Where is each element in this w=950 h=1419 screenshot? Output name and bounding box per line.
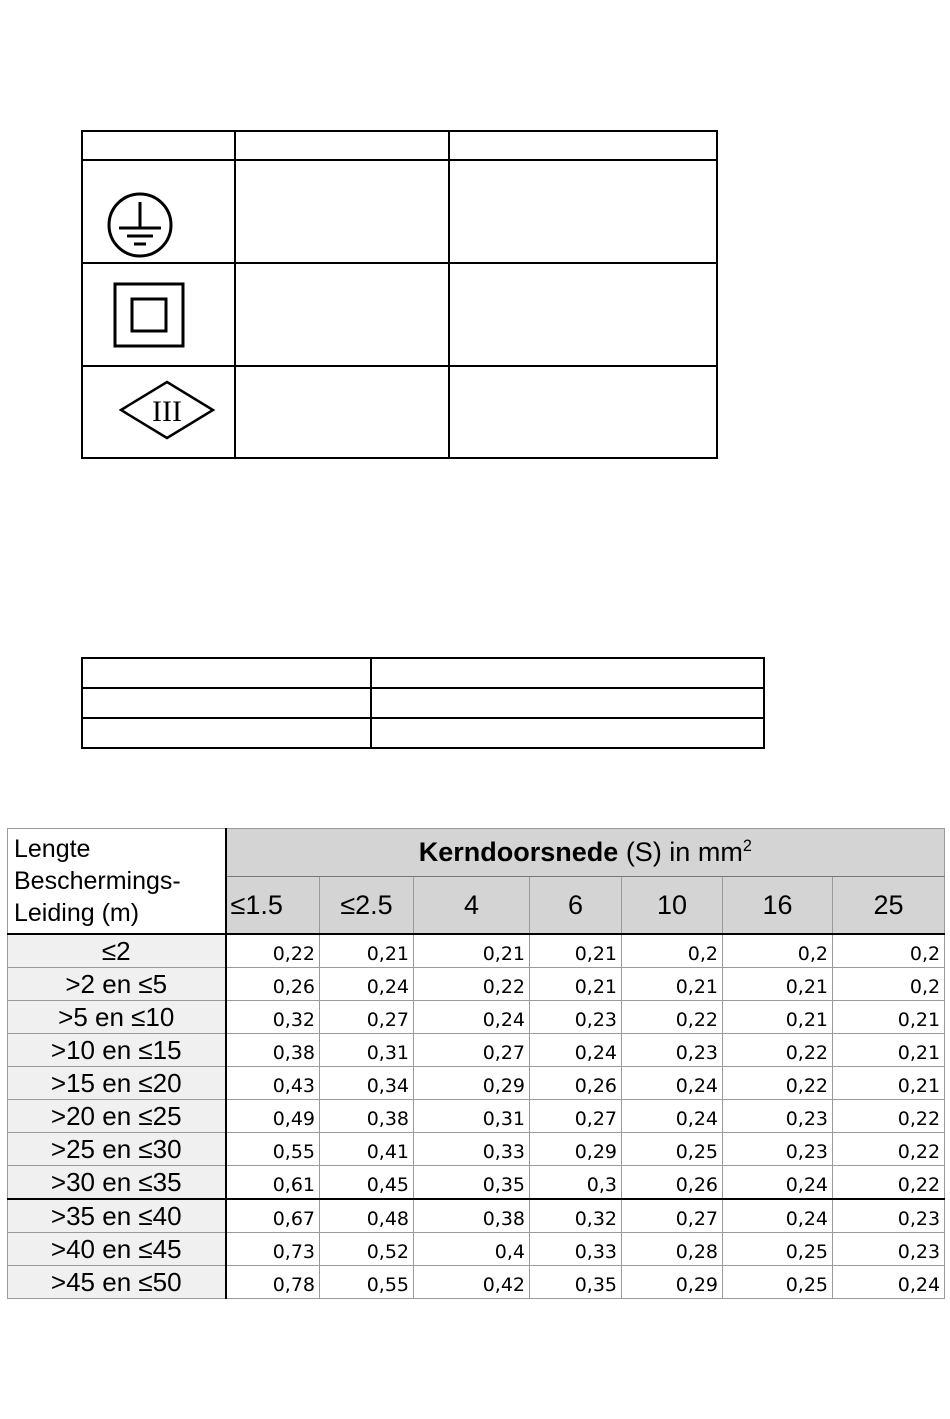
resistance-value-cell: 0,29 xyxy=(530,1133,622,1166)
table-cell xyxy=(235,160,449,263)
length-range-label: >25 en ≤30 xyxy=(8,1133,226,1166)
resistance-value-cell: 0,27 xyxy=(320,1001,414,1034)
table-cell xyxy=(82,263,235,366)
resistance-value-cell: 0,67 xyxy=(226,1199,320,1233)
resistance-value-cell: 0,21 xyxy=(723,1001,833,1034)
resistance-value-cell: 0,21 xyxy=(833,1067,945,1100)
resistance-value-cell: 0,23 xyxy=(833,1199,945,1233)
resistance-value-cell: 0,23 xyxy=(833,1233,945,1266)
empty-table xyxy=(81,657,765,749)
resistance-value-cell: 0,23 xyxy=(622,1034,723,1067)
table-cell xyxy=(235,366,449,458)
length-header-line: Beschermings- xyxy=(14,867,181,895)
resistance-value-cell: 0,21 xyxy=(833,1034,945,1067)
table-row xyxy=(8,1233,945,1266)
resistance-value-cell: 0,31 xyxy=(414,1100,530,1133)
resistance-value-cell: 0,45 xyxy=(320,1166,414,1200)
resistance-value-cell: 0,38 xyxy=(226,1034,320,1067)
resistance-value-cell: 0,32 xyxy=(530,1199,622,1233)
table-cell xyxy=(82,131,235,160)
resistance-value-cell: 0,21 xyxy=(833,1001,945,1034)
resistance-value-cell: 0,33 xyxy=(414,1133,530,1166)
resistance-value-cell: 0,28 xyxy=(622,1233,723,1266)
cross-section-unit: (S) in mm xyxy=(618,837,743,868)
table-cell xyxy=(235,131,449,160)
resistance-value-cell: 0,22 xyxy=(226,934,320,968)
table-cell xyxy=(235,263,449,366)
double-insulation-icon xyxy=(113,282,185,348)
length-range-label: >35 en ≤40 xyxy=(8,1199,226,1233)
resistance-value-cell: 0,78 xyxy=(226,1266,320,1299)
length-range-label: >20 en ≤25 xyxy=(8,1100,226,1133)
resistance-value-cell: 0,3 xyxy=(530,1166,622,1200)
table-row xyxy=(8,1166,945,1200)
table-row xyxy=(8,1001,945,1034)
resistance-value-cell: 0,55 xyxy=(226,1133,320,1166)
resistance-value-cell: 0,21 xyxy=(530,968,622,1001)
table-cell xyxy=(82,366,235,458)
resistance-value-cell: 0,38 xyxy=(320,1100,414,1133)
resistance-value-cell: 0,23 xyxy=(723,1133,833,1166)
resistance-value-cell: 0,49 xyxy=(226,1100,320,1133)
resistance-value-cell: 0,43 xyxy=(226,1067,320,1100)
resistance-value-cell: 0,22 xyxy=(723,1034,833,1067)
class-three-icon xyxy=(117,380,217,440)
resistance-value-cell: 0,29 xyxy=(622,1266,723,1299)
resistance-value-cell: 0,35 xyxy=(530,1266,622,1299)
resistance-value-cell: 0,21 xyxy=(622,968,723,1001)
resistance-value-cell: 0,22 xyxy=(723,1067,833,1100)
cross-section-size-header: 16 xyxy=(723,877,833,934)
table-cell xyxy=(82,688,371,718)
resistance-value-cell: 0,24 xyxy=(622,1100,723,1133)
table-cell xyxy=(82,718,371,748)
resistance-value-cell: 0,27 xyxy=(414,1034,530,1067)
table-cell xyxy=(82,658,371,688)
table-cell xyxy=(371,718,764,748)
resistance-value-cell: 0,24 xyxy=(414,1001,530,1034)
resistance-value-cell: 0,22 xyxy=(833,1133,945,1166)
table-row xyxy=(8,1067,945,1100)
table-row xyxy=(82,263,717,366)
resistance-value-cell: 0,25 xyxy=(622,1133,723,1166)
resistance-value-cell: 0,24 xyxy=(833,1266,945,1299)
resistance-value-cell: 0,2 xyxy=(622,934,723,968)
resistance-value-cell: 0,61 xyxy=(226,1166,320,1200)
resistance-value-cell: 0,25 xyxy=(723,1266,833,1299)
resistance-table xyxy=(7,828,945,1299)
resistance-value-cell: 0,24 xyxy=(320,968,414,1001)
table-cell xyxy=(449,263,717,366)
resistance-value-cell: 0,29 xyxy=(414,1067,530,1100)
cross-section-size-header: 4 xyxy=(414,877,530,934)
resistance-value-cell: 0,73 xyxy=(226,1233,320,1266)
resistance-value-cell: 0,2 xyxy=(723,934,833,968)
length-header-line: Lengte xyxy=(14,835,91,863)
resistance-value-cell: 0,23 xyxy=(530,1001,622,1034)
resistance-value-cell: 0,2 xyxy=(833,968,945,1001)
cross-section-header xyxy=(226,829,945,877)
table-cell xyxy=(371,658,764,688)
resistance-value-cell: 0,35 xyxy=(414,1166,530,1200)
resistance-value-cell: 0,22 xyxy=(414,968,530,1001)
length-range-label: >2 en ≤5 xyxy=(8,968,226,1001)
resistance-value-cell: 0,21 xyxy=(530,934,622,968)
table-cell xyxy=(449,366,717,458)
table-row xyxy=(8,1100,945,1133)
protection-class-table xyxy=(81,130,718,459)
cross-section-size-header: 25 xyxy=(833,877,945,934)
length-range-label: >30 en ≤35 xyxy=(8,1166,226,1200)
cross-section-title: Kerndoorsnede xyxy=(418,837,619,868)
resistance-value-cell: 0,22 xyxy=(833,1100,945,1133)
cross-section-unit-exponent: 2 xyxy=(742,837,752,856)
resistance-value-cell: 0,25 xyxy=(723,1233,833,1266)
cross-section-size-header: ≤2.5 xyxy=(320,877,414,934)
table-row xyxy=(82,160,717,263)
protective-earth-icon xyxy=(105,190,175,260)
resistance-value-cell: 0,24 xyxy=(723,1166,833,1200)
table-row xyxy=(82,718,764,748)
table-header-row xyxy=(8,829,945,877)
resistance-value-cell: 0,21 xyxy=(320,934,414,968)
length-column-header xyxy=(8,829,226,935)
resistance-value-cell: 0,24 xyxy=(530,1034,622,1067)
table-row xyxy=(82,688,764,718)
table-row xyxy=(8,1266,945,1299)
cross-section-size-header: ≤1.5 xyxy=(226,877,320,934)
resistance-value-cell: 0,27 xyxy=(530,1100,622,1133)
table-cell xyxy=(449,131,717,160)
resistance-value-cell: 0,26 xyxy=(226,968,320,1001)
length-header-line: Leiding (m) xyxy=(14,899,140,927)
resistance-value-cell: 0,34 xyxy=(320,1067,414,1100)
length-range-label: >10 en ≤15 xyxy=(8,1034,226,1067)
resistance-value-cell: 0,21 xyxy=(723,968,833,1001)
table-row xyxy=(8,934,945,968)
table-cell xyxy=(82,160,235,263)
resistance-value-cell: 0,52 xyxy=(320,1233,414,1266)
resistance-value-cell: 0,38 xyxy=(414,1199,530,1233)
cross-section-size-header: 10 xyxy=(622,877,723,934)
resistance-value-cell: 0,23 xyxy=(723,1100,833,1133)
resistance-value-cell: 0,41 xyxy=(320,1133,414,1166)
resistance-value-cell: 0,26 xyxy=(530,1067,622,1100)
resistance-value-cell: 0,32 xyxy=(226,1001,320,1034)
table-row xyxy=(8,1199,945,1233)
resistance-value-cell: 0,2 xyxy=(833,934,945,968)
cross-section-size-header: 6 xyxy=(530,877,622,934)
length-range-label: >5 en ≤10 xyxy=(8,1001,226,1034)
resistance-value-cell: 0,4 xyxy=(414,1233,530,1266)
resistance-value-cell: 0,22 xyxy=(833,1166,945,1200)
length-range-label: >15 en ≤20 xyxy=(8,1067,226,1100)
resistance-value-cell: 0,55 xyxy=(320,1266,414,1299)
resistance-value-cell: 0,42 xyxy=(414,1266,530,1299)
resistance-value-cell: 0,26 xyxy=(622,1166,723,1200)
table-row xyxy=(82,131,717,160)
resistance-value-cell: 0,48 xyxy=(320,1199,414,1233)
resistance-value-cell: 0,31 xyxy=(320,1034,414,1067)
resistance-value-cell: 0,21 xyxy=(414,934,530,968)
length-range-label: ≤2 xyxy=(8,934,226,968)
table-row xyxy=(8,1133,945,1166)
resistance-value-cell: 0,33 xyxy=(530,1233,622,1266)
resistance-value-cell: 0,27 xyxy=(622,1199,723,1233)
table-row xyxy=(8,1034,945,1067)
table-row xyxy=(8,968,945,1001)
length-range-label: >45 en ≤50 xyxy=(8,1266,226,1299)
table-row xyxy=(82,658,764,688)
resistance-value-cell: 0,24 xyxy=(622,1067,723,1100)
table-row xyxy=(82,366,717,458)
table-cell xyxy=(449,160,717,263)
resistance-value-cell: 0,24 xyxy=(723,1199,833,1233)
class-three-label: III xyxy=(152,395,182,428)
length-range-label: >40 en ≤45 xyxy=(8,1233,226,1266)
table-cell xyxy=(371,688,764,718)
resistance-value-cell: 0,22 xyxy=(622,1001,723,1034)
